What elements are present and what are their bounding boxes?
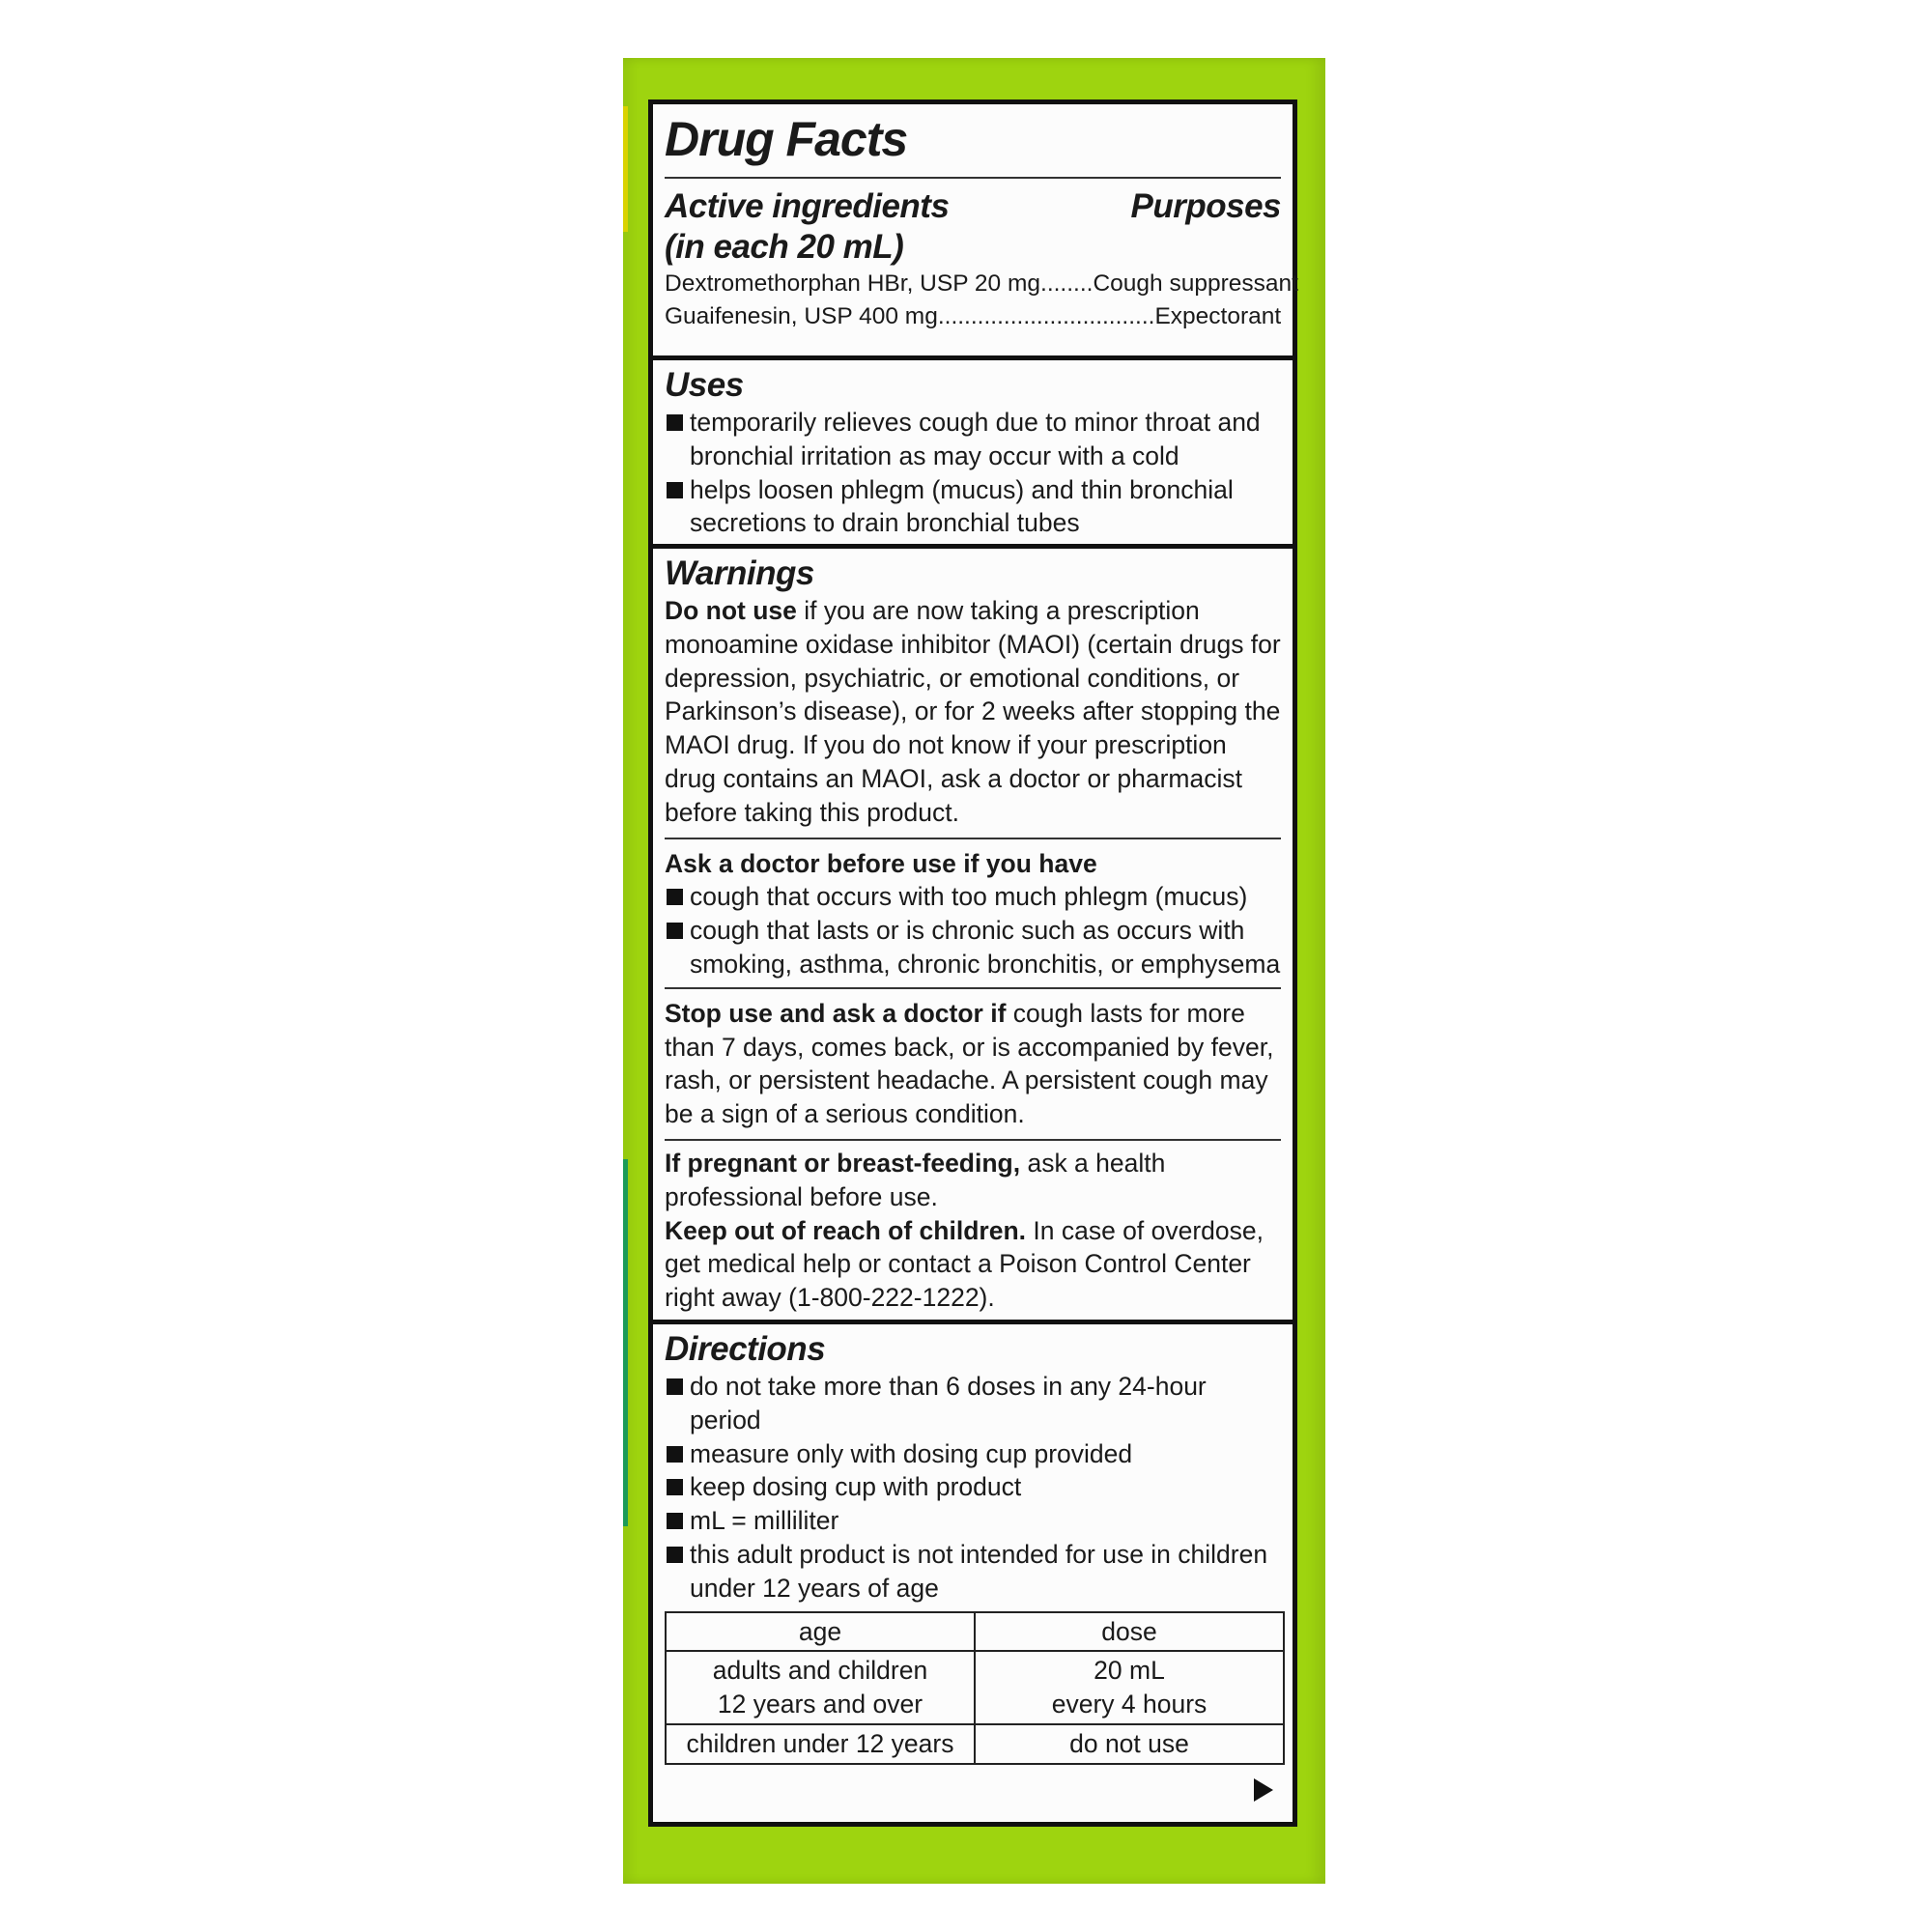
warnings-section — [653, 554, 1293, 1315]
stop-use-text: cough lasts for more than 7 days, comes back, or is accompanied by fever, rash, or persistent headache. A persistent cough may be a sign of a serious condition. — [665, 998, 1274, 1129]
section-divider — [653, 355, 1293, 360]
title-rule — [665, 177, 1281, 179]
section-divider — [653, 544, 1293, 549]
ask-doctor-heading: Ask a doctor before use if you have — [665, 848, 1097, 878]
warnings-rule — [665, 987, 1281, 989]
uses-list — [665, 406, 1281, 540]
table-header-age: age — [666, 1612, 975, 1652]
keep-out-label: Keep out of reach of children. — [665, 1215, 1026, 1245]
directions-section — [653, 1329, 1293, 1765]
pregnant-text: ask a health professional before use. — [665, 1148, 1166, 1211]
keep-out-paragraph — [665, 1214, 1281, 1315]
ask-doctor-list — [665, 880, 1281, 980]
pregnant-label: If pregnant or breast-feeding, — [665, 1148, 1021, 1178]
uses-section — [653, 365, 1293, 540]
table-cell-age: adults and children 12 years and over — [666, 1651, 975, 1724]
ingredient-purpose: Cough suppressant — [1093, 270, 1298, 297]
bullet-square-icon — [667, 1446, 683, 1463]
drug-facts-panel — [648, 99, 1297, 1827]
leader-dots: ................................. — [937, 302, 1155, 329]
keep-out-text: In case of overdose, get medical help or contact a Poison Control Center right away (1-800-222-1222). — [665, 1215, 1264, 1313]
list-item: this adult product is not intended for use in children under 12 years of age — [665, 1538, 1281, 1605]
list-item: mL = milliliter — [665, 1504, 1281, 1538]
active-ingredients-heading-row — [665, 186, 1281, 227]
drug-facts-header-section — [653, 112, 1298, 333]
table-header-row — [666, 1612, 1284, 1652]
leader-dots: ........ — [1040, 270, 1094, 297]
table-row — [666, 1651, 1284, 1724]
directions-heading: Directions — [665, 1330, 826, 1368]
table-header-dose: dose — [975, 1612, 1284, 1652]
list-item: cough that occurs with too much phlegm (mucus) — [665, 880, 1281, 914]
table-row — [666, 1724, 1284, 1764]
directions-list — [665, 1370, 1281, 1605]
list-item: cough that lasts or is chronic such as occurs with smoking, asthma, chronic bronchitis, or emphysema — [665, 914, 1281, 981]
ingredient-purpose: Expectorant — [1154, 302, 1282, 329]
dosage-table — [665, 1611, 1285, 1765]
list-item: helps loosen phlegm (mucus) and thin bronchial secretions to drain bronchial tubes — [665, 473, 1281, 541]
ingredient-row — [665, 268, 1298, 300]
bullet-square-icon — [667, 889, 683, 905]
drug-facts-title: Drug Facts — [665, 112, 908, 166]
ingredient-name: Guaifenesin, USP 400 mg — [665, 302, 938, 329]
section-divider — [653, 1320, 1293, 1324]
bullet-square-icon — [667, 414, 683, 431]
box-edge-green — [623, 1159, 628, 1526]
table-cell-dose: do not use — [975, 1724, 1284, 1764]
continue-arrow-icon — [1254, 1778, 1273, 1802]
bullet-square-icon — [667, 1378, 683, 1395]
active-ingredients-heading: Active ingredients — [665, 186, 950, 225]
list-item: keep dosing cup with product — [665, 1470, 1281, 1504]
bullet-square-icon — [667, 923, 683, 939]
list-item: do not take more than 6 doses in any 24-hour period — [665, 1370, 1281, 1437]
uses-heading: Uses — [665, 366, 744, 404]
warnings-heading: Warnings — [665, 554, 814, 592]
list-item: temporarily relieves cough due to minor throat and bronchial irritation as may occur with a cold — [665, 406, 1281, 473]
do-not-use-label: Do not use — [665, 596, 797, 625]
table-cell-dose: 20 mL every 4 hours — [975, 1651, 1284, 1724]
ingredient-name: Dextromethorphan HBr, USP 20 mg — [665, 270, 1041, 297]
stop-use-paragraph — [665, 997, 1281, 1131]
bullet-square-icon — [667, 1479, 683, 1495]
active-ingredients-subheading: (in each 20 mL) — [665, 227, 904, 266]
purposes-heading: Purposes — [1130, 186, 1281, 225]
stop-use-label: Stop use and ask a doctor if — [665, 998, 1007, 1028]
bullet-square-icon — [667, 1547, 683, 1563]
ingredient-row — [665, 300, 1281, 333]
list-item: measure only with dosing cup provided — [665, 1437, 1281, 1471]
pregnant-paragraph — [665, 1147, 1281, 1214]
do-not-use-paragraph — [665, 594, 1281, 830]
do-not-use-text: if you are now taking a prescription monoamine oxidase inhibitor (MAOI) (certain drugs for depression, psychiatric, or emotional conditions, or Parkinson’s disease), or for 2 weeks after stopping the MAOI drug. If you do not know if your prescription drug contains an MAOI, ask a doctor or pharmacist before taking this product. — [665, 596, 1281, 827]
warnings-rule — [665, 1139, 1281, 1141]
box-edge-yellow — [623, 106, 628, 232]
warnings-rule — [665, 838, 1281, 839]
table-cell-age: children under 12 years — [666, 1724, 975, 1764]
bullet-square-icon — [667, 1513, 683, 1529]
bullet-square-icon — [667, 482, 683, 498]
